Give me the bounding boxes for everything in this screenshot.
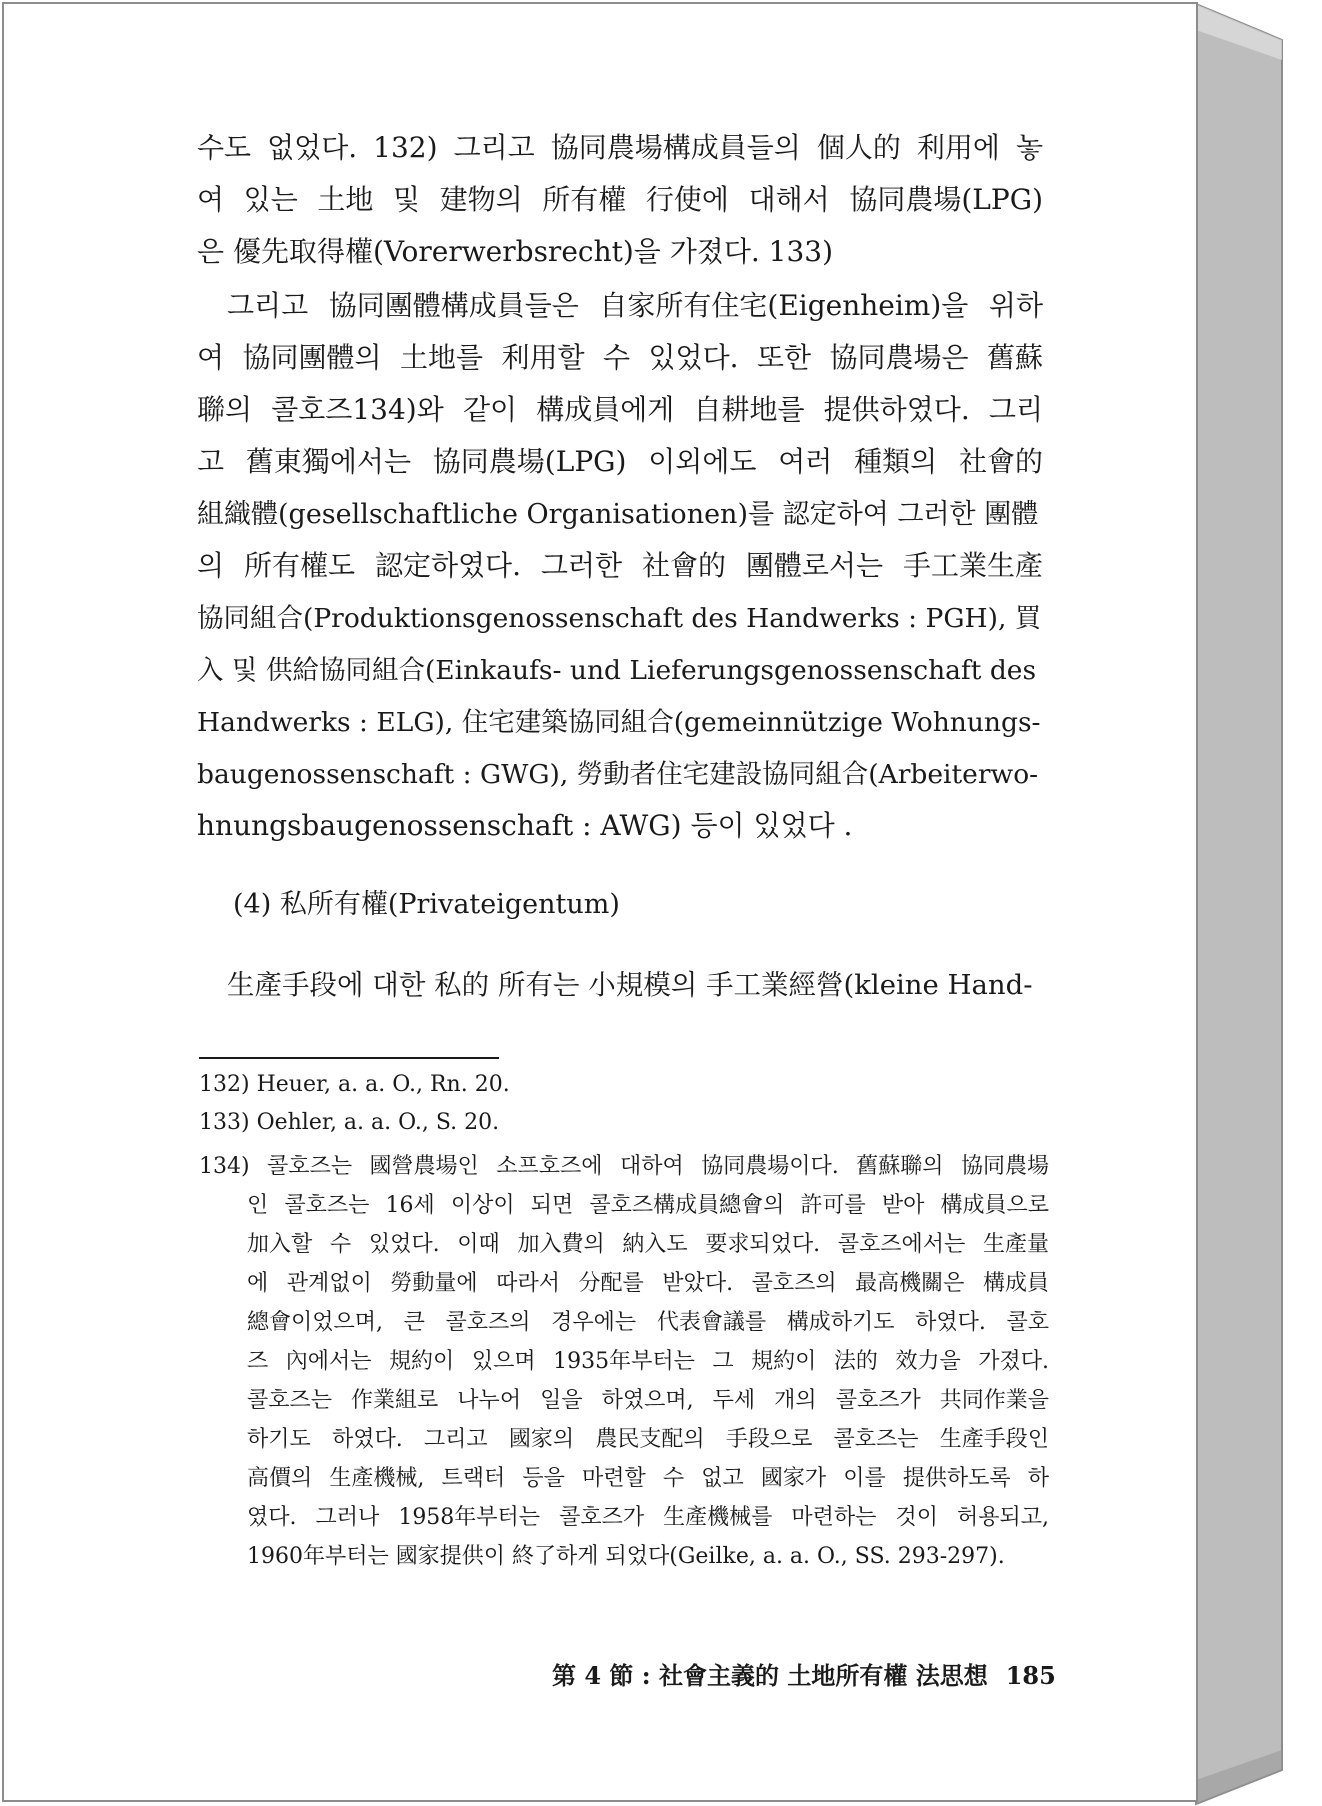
footnote-134-line-6 [247, 1344, 1049, 1375]
footnote-134-line-5 [247, 1305, 1049, 1336]
footnote-line-text: 總會이었으며, 큰 콜호즈의 경우에는 代表會議를 構成하기도 하였다. 콜호 [247, 1310, 1049, 1335]
running-footer-section: 第 4 節 : 社會主義的 土地所有權 法思想 [552, 1661, 988, 1690]
footnote-134-line-4 [247, 1266, 1049, 1297]
footnote-rule [199, 1057, 499, 1059]
body-line-text: 여 協同團體의 土地를 利用할 수 있었다. 또한 協同農場은 舊蘇 [197, 341, 1043, 374]
body-line-9 [197, 544, 1043, 584]
footnote-line-text: 콜호즈는 作業組로 나누어 일을 하였으며, 두세 개의 콜호즈가 共同作業을 [247, 1388, 1049, 1413]
footnote-line-text: 에 관계없이 勞動量에 따라서 分配를 받았다. 콜호즈의 最高機關은 構成員 [247, 1271, 1049, 1296]
body-line-text: 의 所有權도 認定하였다. 그러한 社會的 團體로서는 手工業生產 [197, 549, 1043, 582]
section-first-line [227, 962, 1043, 1002]
body-line-text: hnungsbaugenossenschaft : AWG) 등이 있었다 . [197, 809, 853, 842]
body-line-text: 入 및 供給協同組合(Einkaufs- und Lieferungsgenossenschaft des [197, 655, 1037, 686]
body-line-2 [197, 178, 1043, 218]
body-line-13 [197, 752, 1043, 791]
footnote-134-line-9 [247, 1461, 1049, 1492]
body-line-text: 수도 없었다. 132) 그리고 協同農場構成員들의 個人的 利用에 놓 [197, 131, 1043, 164]
body-line-12 [197, 700, 1043, 739]
body-line-5 [197, 336, 1043, 376]
body-line-text: Handwerks : ELG), 住宅建築協同組合(gemeinnützige Wohnungs- [197, 707, 1041, 738]
body-line-6 [197, 388, 1043, 428]
body-line-8 [197, 492, 1043, 531]
body-line-text: 生產手段에 대한 私的 所有는 小規模의 手工業經營(kleine Hand- [227, 969, 1033, 1001]
body-line-14 [197, 804, 1043, 844]
footnote-132: 132) Heuer, a. a. O., Rn. 20. [199, 1072, 510, 1097]
footnote-line-text: 高價의 生產機械, 트랙터 등을 마련할 수 없고 國家가 이를 提供하도록 하 [247, 1466, 1049, 1491]
body-line-text: 그리고 協同團體構成員들은 自家所有住宅(Eigenheim)을 위하 [227, 289, 1043, 322]
footnote-line-text: 즈 內에서는 規約이 있으며 1935年부터는 그 規約이 法的 效力을 가졌다. [247, 1349, 1049, 1374]
footnote-line-text: 였다. 그러나 1958年부터는 콜호즈가 生產機械를 마련하는 것이 허용되고, [247, 1505, 1049, 1530]
footnote-134-line-1 [199, 1149, 1049, 1180]
page-number: 185 [1005, 1661, 1056, 1690]
footnote-line-text: 하기도 하였다. 그리고 國家의 農民支配의 手段으로 콜호즈는 生產手段인 [247, 1427, 1049, 1452]
body-line-text: 고 舊東獨에서는 協同農場(LPG) 이외에도 여러 種類의 社會的 [197, 445, 1043, 478]
footnote-line-text: 인 콜호즈는 16세 이상이 되면 콜호즈構成員總會의 許可를 받아 構成員으로 [247, 1193, 1049, 1218]
body-line-text: 聯의 콜호즈134)와 같이 構成員에게 自耕地를 提供하였다. 그리 [197, 393, 1043, 426]
section-heading: (4) 私所有權(Privateigentum) [233, 889, 620, 920]
footnote-133: 133) Oehler, a. a. O., S. 20. [199, 1110, 500, 1135]
body-line-4 [227, 284, 1043, 324]
footnote-134-line-2 [247, 1188, 1049, 1219]
body-line-7 [197, 440, 1043, 480]
footnote-134-line-8 [247, 1422, 1049, 1453]
footnote-134-line-7 [247, 1383, 1049, 1414]
footnote-line-text: 加入할 수 있었다. 이때 加入費의 納入도 要求되었다. 콜호즈에서는 生產量 [247, 1232, 1049, 1257]
body-line-text: 協同組合(Produktionsgenossenschaft des Handwerks : PGH), 買 [197, 603, 1042, 634]
footnote-134-line-11 [247, 1539, 1049, 1570]
body-line-11 [197, 648, 1043, 687]
footnote-134-line-10 [247, 1500, 1049, 1531]
body-line-1 [197, 126, 1043, 166]
body-line-text: 組織體(gesellschaftliche Organisationen)를 認定하여 그러한 團體 [197, 499, 1039, 530]
running-footer [552, 1656, 1056, 1691]
footnote-line-text: 134) 콜호즈는 國營農場인 소프호즈에 대하여 協同農場이다. 舊蘇聯의 協同農場 [199, 1154, 1049, 1179]
body-line-3 [197, 230, 1043, 270]
footnote-134-line-3 [247, 1227, 1049, 1258]
body-line-10 [197, 596, 1043, 635]
footnote-line-text: 1960年부터는 國家提供이 終了하게 되었다(Geilke, a. a. O., SS. 293-297). [247, 1544, 1005, 1569]
body-line-text: baugenossenschaft : GWG), 勞動者住宅建設協同組合(Arbeiterwo- [197, 759, 1039, 790]
body-line-text: 여 있는 土地 및 建物의 所有權 行使에 대해서 協同農場(LPG) [197, 183, 1043, 216]
body-line-text: 은 優先取得權(Vorerwerbsrecht)을 가졌다. 133) [197, 235, 834, 268]
